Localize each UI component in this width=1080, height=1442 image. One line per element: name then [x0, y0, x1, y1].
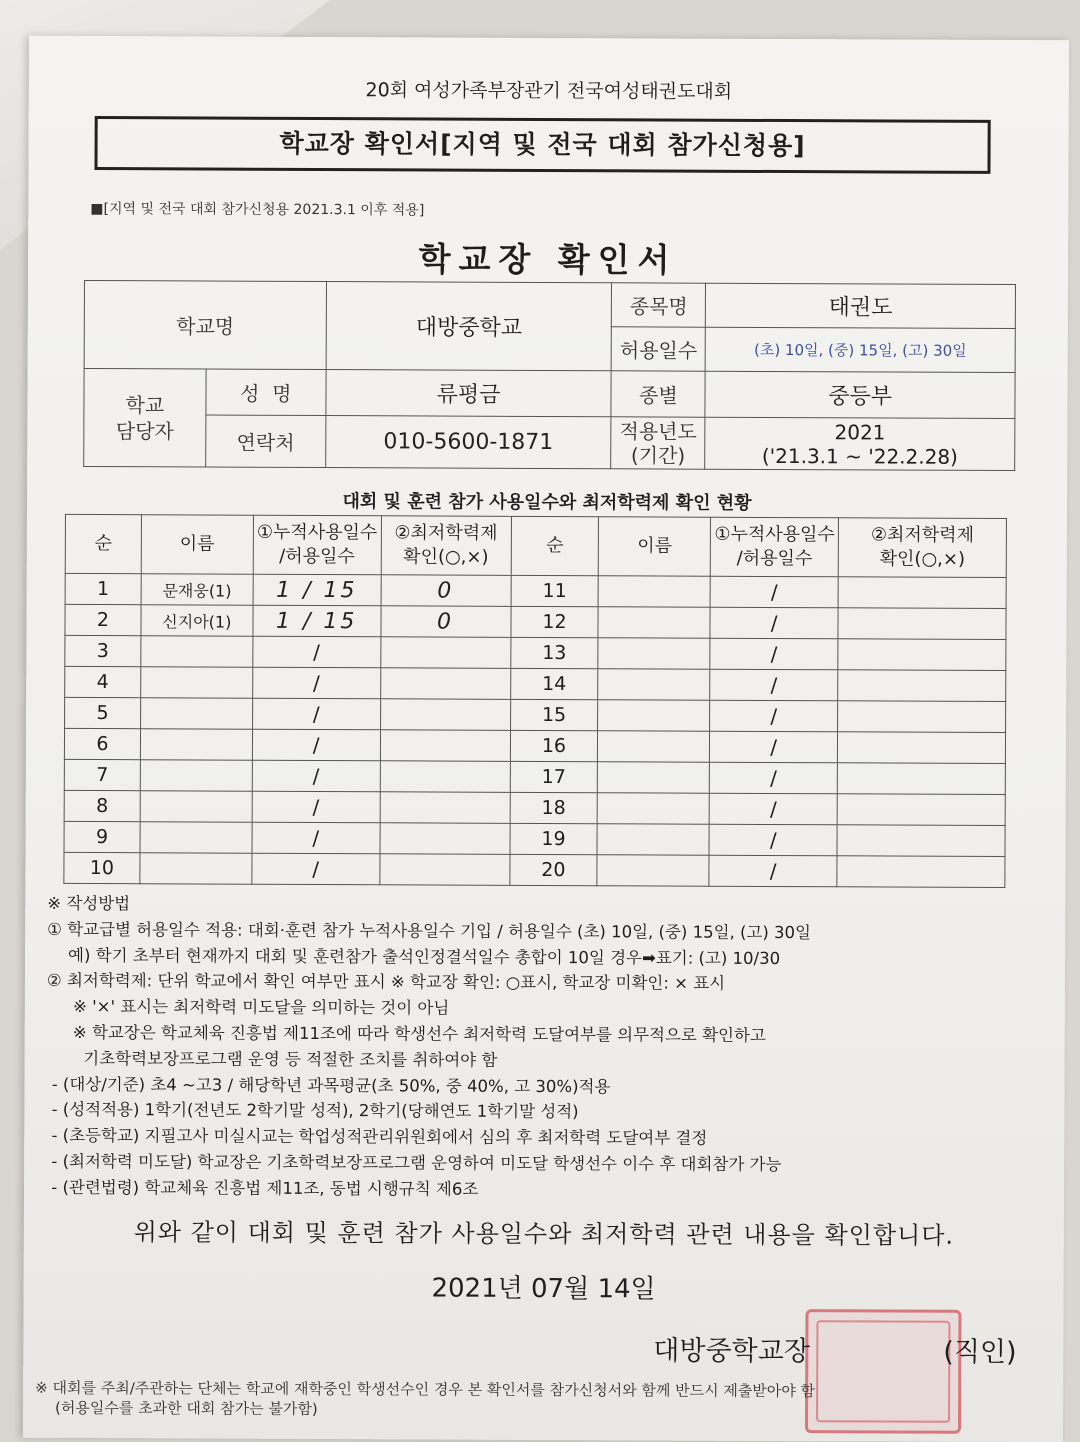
row-name	[141, 667, 253, 698]
row-no: 3	[65, 635, 141, 666]
row-name	[140, 822, 252, 853]
table-row	[65, 573, 1006, 608]
info-table	[83, 280, 1016, 471]
row-name: 문재웅(1)	[141, 574, 253, 605]
row-check	[380, 668, 510, 700]
row-check	[837, 763, 1005, 795]
row-check	[837, 825, 1005, 857]
row-name	[598, 576, 710, 607]
contact-value: 010-5600-1871	[325, 416, 611, 469]
row-check	[380, 637, 510, 669]
seal-label: (직인)	[943, 1336, 1017, 1369]
table-row	[65, 666, 1006, 701]
header-no: 순	[511, 516, 599, 575]
applicability-note: ■[지역 및 전국 대회 참가신청용 2021.3.1 이후 적용]	[90, 201, 425, 219]
row-used: /	[709, 824, 837, 856]
row-used: /	[710, 638, 838, 670]
footnote-line: ※ 대회를 주최/주관하는 단체는 학교에 재학중인 학생선수인 경우 본 확인서를 참가신청서와 함께 반드시 제출받아야 함	[35, 1378, 816, 1401]
instruction-line: - (최저학력 미도달) 학교장은 기초학력보장프로그램 운영하여 미도달 학생선수 이수 후 대회참가 가능	[46, 1151, 782, 1174]
row-name	[140, 729, 252, 760]
row-used: /	[710, 576, 838, 608]
row-name	[598, 793, 710, 824]
header-check: ②최저학력제 확인(○,×)	[838, 518, 1006, 578]
instruction-line: ※ '×' 표시는 최저학력 미도달을 의미하는 것이 아님	[46, 997, 450, 1018]
table-row	[64, 852, 1005, 887]
event-value: 태권도	[706, 283, 1016, 328]
row-used: /	[710, 762, 838, 794]
header-no: 순	[65, 514, 141, 573]
row-no: 17	[510, 761, 598, 792]
row-used: /	[710, 669, 838, 701]
table-row	[65, 635, 1006, 670]
row-used: /	[252, 791, 380, 823]
header-name: 이름	[141, 515, 253, 574]
row-check	[380, 792, 510, 824]
row-check	[838, 670, 1006, 702]
header-name: 이름	[599, 517, 711, 576]
row-used: /	[709, 793, 837, 825]
instruction-line: - (대상/기준) 초4 ~고3 / 해당학년 과목평균(초 50%, 중 40%, 고 30%)적용	[46, 1074, 611, 1096]
table-row	[64, 790, 1005, 825]
row-check	[838, 701, 1006, 733]
row-no: 16	[510, 730, 598, 761]
row-no: 10	[64, 852, 140, 883]
year-label: 적용년도 (기간)	[611, 417, 705, 469]
issue-date: 2021년 07월 14일	[431, 1273, 656, 1305]
row-used: /	[709, 855, 837, 887]
event-label: 종목명	[612, 283, 706, 327]
table-row	[64, 759, 1005, 794]
row-no: 18	[510, 792, 598, 823]
row-no: 1	[65, 573, 141, 604]
category-label: 종별	[611, 371, 705, 417]
row-check	[380, 730, 510, 762]
document-title: 학교장 확인서	[418, 239, 678, 280]
row-no: 19	[510, 823, 598, 854]
row-no: 11	[511, 575, 599, 606]
row-name	[140, 760, 252, 791]
row-check	[838, 577, 1006, 609]
instructions	[46, 891, 1057, 1205]
row-used: /	[252, 698, 380, 730]
school-value: 대방중학교	[326, 282, 612, 371]
row-used: /	[253, 636, 381, 668]
row-no: 2	[65, 604, 141, 635]
contact-label: 연락처	[206, 415, 326, 468]
table-row	[64, 728, 1005, 763]
principal-name: 대방중학교장	[653, 1335, 810, 1368]
row-no: 6	[64, 728, 140, 759]
instruction-line: - (초등학교) 지필고사 미실시교는 학업성적관리위원회에서 심의 후 최저학력 도달여부 결정	[46, 1125, 708, 1148]
table-row	[65, 604, 1006, 639]
row-name	[140, 853, 252, 884]
instruction-line: ① 학교급별 허용일수 적용: 대회·훈련 참가 누적사용일수 기입 / 허용일수 (초) 10일, (중) 15일, (고) 30일	[47, 919, 812, 942]
row-name	[598, 731, 710, 762]
allowed-days-value: (초) 10일, (중) 15일, (고) 30일	[705, 327, 1015, 372]
row-no: 7	[64, 759, 140, 790]
row-name	[598, 762, 710, 793]
row-check	[837, 856, 1005, 888]
confirmation-statement: 위와 같이 대회 및 훈련 참가 사용일수와 최저학력 관련 내용을 확인합니다.	[133, 1218, 955, 1250]
document-sheet	[23, 36, 1069, 1442]
instruction-line: 예) 학기 초부터 현재까지 대회 및 훈련참가 출석인정결석일수 총합이 10일 경우➡표기: (고) 10/30	[47, 945, 781, 968]
row-check	[380, 761, 510, 793]
row-check	[837, 794, 1005, 826]
row-name: 신지아(1)	[141, 605, 253, 636]
row-check	[380, 699, 510, 731]
name-value: 류평금	[326, 370, 612, 417]
school-label: 학교명	[84, 280, 326, 369]
year-cell	[705, 417, 1015, 470]
category-value: 중등부	[705, 371, 1015, 418]
row-used: /	[252, 667, 380, 699]
row-no: 20	[509, 854, 597, 885]
section-title: 대회 및 훈련 참가 사용일수와 최저학력제 확인 현황	[342, 491, 752, 514]
header-used: ①누적사용일수 /허용일수	[253, 515, 381, 575]
row-no: 13	[510, 637, 598, 668]
header-check: ②최저학력제 확인(○,×)	[381, 516, 511, 576]
name-label: 성 명	[206, 369, 326, 416]
allowed-days-label: 허용일수	[612, 327, 706, 371]
row-name	[598, 607, 710, 638]
row-no: 15	[510, 699, 598, 730]
row-check	[838, 639, 1006, 671]
instruction-line: 기초학력보장프로그램 운영 등 적절한 조치를 취하여야 함	[46, 1048, 498, 1070]
row-name	[598, 700, 710, 731]
event-title: 20회 여성가족부장관기 전국여성태권도대회	[365, 79, 733, 103]
row-no: 8	[64, 790, 140, 821]
instruction-line: - (성적적용) 1학기(전년도 2학기말 성적), 2학기(당해연도 1학기말 성적)	[46, 1100, 579, 1122]
instruction-line: ※ 학교장은 학교체육 진흥법 제11조에 따라 학생선수 최저학력 도달여부를 의무적으로 확인하고	[46, 1022, 766, 1045]
row-name	[598, 638, 710, 669]
row-name	[597, 855, 709, 886]
row-check	[838, 608, 1006, 640]
row-check: 0	[381, 606, 511, 638]
table-row	[64, 821, 1005, 856]
row-no: 4	[65, 666, 141, 697]
instruction-line: - (관련법령) 학교체육 진흥법 제11조, 동법 시행규칙 제6조	[45, 1177, 479, 1199]
row-check	[380, 854, 510, 886]
row-no: 5	[65, 697, 141, 728]
records-table	[63, 514, 1007, 888]
row-used: 1 / 15	[253, 605, 381, 637]
footnote-line: (허용일수를 초과한 대회 참가는 불가함)	[55, 1398, 318, 1419]
instruction-heading: ※ 작성방법	[47, 893, 131, 914]
row-name	[140, 791, 252, 822]
row-name	[140, 698, 252, 729]
manager-label: 학교 담당자	[84, 368, 206, 467]
box-title: 학교장 확인서[지역 및 전국 대회 참가신청용]	[94, 116, 990, 174]
row-no: 14	[510, 668, 598, 699]
row-name	[597, 824, 709, 855]
row-no: 12	[510, 606, 598, 637]
row-used: /	[252, 822, 380, 854]
period-value: ('21.3.1 ~ '22.2.28)	[761, 443, 958, 469]
row-check	[838, 732, 1006, 764]
row-no: 9	[64, 821, 140, 852]
row-used: /	[252, 729, 380, 761]
row-used: /	[252, 760, 380, 792]
row-name	[141, 636, 253, 667]
row-name	[598, 669, 710, 700]
row-used: /	[710, 700, 838, 732]
row-used: /	[710, 731, 838, 763]
header-used: ①누적사용일수 /허용일수	[710, 517, 838, 577]
row-used: 1 / 15	[253, 574, 381, 606]
table-row	[65, 697, 1006, 732]
row-used: /	[710, 607, 838, 639]
row-check: 0	[381, 575, 511, 607]
row-used: /	[252, 853, 380, 885]
footnote	[35, 1378, 1045, 1422]
year-value: 2021	[834, 419, 886, 444]
instruction-line: ② 최저학력제: 단위 학교에서 확인 여부만 표시 ※ 학교장 확인: ○표시, 학교장 미확인: × 표시	[46, 971, 726, 994]
row-check	[380, 823, 510, 855]
